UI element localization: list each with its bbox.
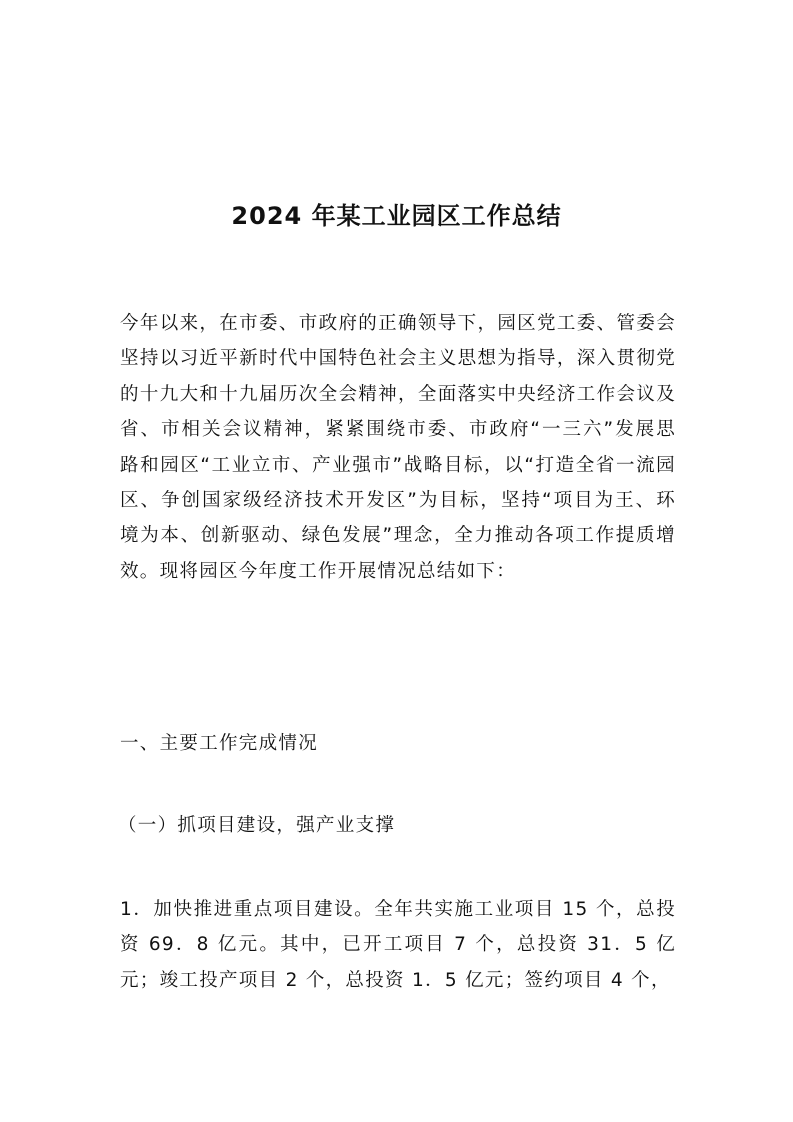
subsection-heading: （一）抓项目建设，强产业支撑 [118,815,396,836]
item-paragraph: 1．加快推进重点项目建设。全年共实施工业项目 15 个，总投资 69．8 亿元。其中，已开工项目 7 个，总投资 31．5 亿元；竣工投产项目 2 个，总投资 1．5 亿元；签约项目 4 个， [120,899,676,991]
intro-paragraph: 今年以来，在市委、市政府的正确领导下，园区党工委、管委会坚持以习近平新时代中国特色社会主义思想为指导，深入贯彻党的十九大和十九届历次全会精神，全面落实中央经济工作会议及省、市相关会议精神，紧紧围绕市委、市政府“一三六”发展思路和园区“工业立市、产业强市”战略目标，以“打造全省一流园区、争创国家级经济技术开发区”为目标，坚持“项目为王、环境为本、创新驱动、绿色发展”理念，全力推动各项工作提质增效。现将园区今年度工作开展情况总结如下： [120,313,676,582]
section-heading: 一、主要工作完成情况 [120,733,319,754]
document-title: 2024 年某工业园区工作总结 [231,202,562,230]
